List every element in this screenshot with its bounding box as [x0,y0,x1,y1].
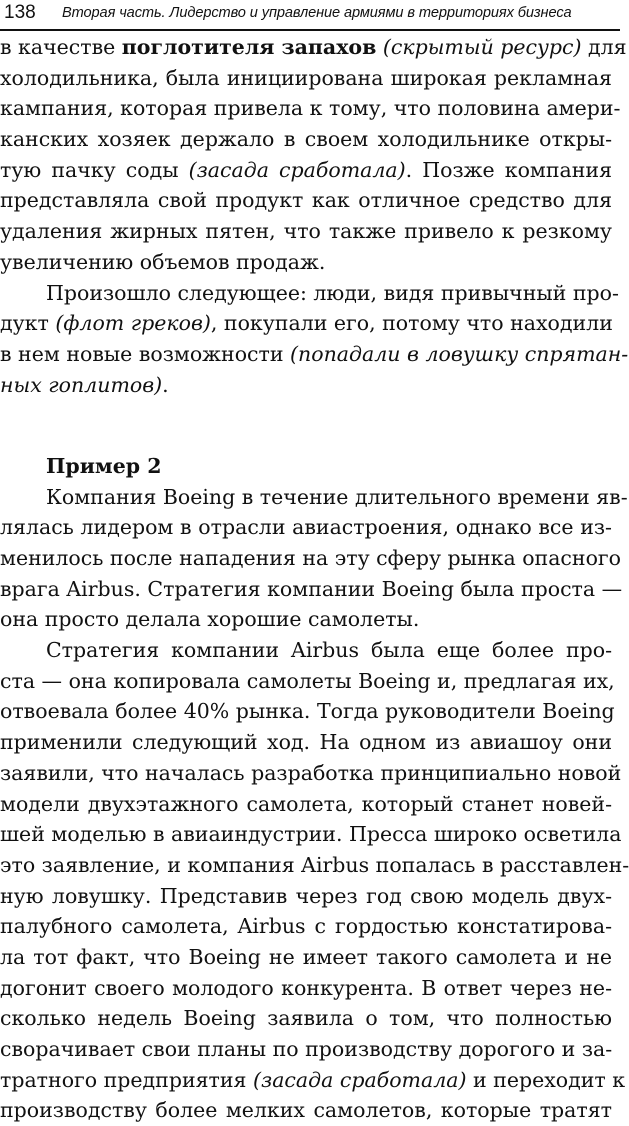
text-line: в нем новые возможности (попадали в ловушку спрятан- [0,341,629,366]
section-gap [0,431,612,451]
page-body [0,32,629,1126]
text-line: применили следующий ход. На одном из авиашоу они [0,730,612,755]
text-line: увеличению объемов продаж. [0,249,326,274]
text-line: тратного предприятия (засада сработала) и переходит к [0,1067,626,1092]
text-line: удаления жирных пятен, что также привело к резкому [0,219,612,244]
text-line: шей моделью в авиаиндустрии. Пресса широко осветила [0,822,622,847]
text-line: тую пачку соды (засада сработала). Позже компания [0,157,613,182]
text-line: модели двухэтажного самолета, который станет новей- [0,791,612,816]
text-line: менилось после нападения на эту сферу рынка опасного [0,546,621,570]
italic-note: (попадали в ловушку спрятан- [290,341,629,366]
running-header [0,0,620,30]
text-line: это заявление, и компания Airbus попалась в расставлен- [0,852,629,877]
header-rule [0,29,620,31]
text-line: лялась лидером в отрасли авиастроения, однако все из- [0,515,612,540]
text-line: ных гоплитов). [0,372,169,397]
text-line: палубного самолета, Airbus с гордостью констатирова- [0,914,612,939]
text-line: холодильника, была инициирована широкая рекламная [0,65,612,90]
running-title: Вторая часть. Лидерство и управление армиями в территориях бизнеса [62,5,572,21]
text-line: производству более мелких самолетов, которые тратят [0,1098,612,1123]
text-line: ла тот факт, что Boeing не имеет такого самолета и не [0,944,612,969]
text-line: канских хозяек держало в своем холодильнике откры- [0,127,612,152]
section-heading: Пример 2 [46,453,162,478]
text-line: врага Airbus. Стратегия компании Boeing была проста — [0,576,623,601]
text-line: сворачивает свои планы по производству дорогого и за- [0,1037,613,1061]
text-line: представляла свой продукт как отличное средство для [0,188,612,213]
text-line: дукт (флот греков), покупали его, потому что находили [0,311,613,336]
text-line: сколько недель Boeing заявила о том, что полностью [0,1006,612,1031]
text-line: ную ловушку. Представив через год свою модель двух- [0,883,612,908]
text-line: заявили, что началась разработка принципиально новой [0,760,622,785]
text-line: она просто делала хорошие самолеты. [0,607,420,632]
text-line: догонит своего молодого конкурента. В ответ через не- [0,975,612,1000]
text-line: Стратегия компании Airbus была еще более про- [46,638,612,663]
bold-term: поглотителя запахов [121,35,377,59]
text-line: кампания, которая привела к тому, что половина амери- [0,96,621,121]
italic-note: (засада сработала) [253,1067,467,1092]
text-line: Произошло следующее: люди, видя привычный про- [46,280,619,305]
blank-line [0,400,612,431]
text-line: ста — она копировала самолеты Boeing и, предлагая их, [0,668,615,693]
italic-note: ных гоплитов) [0,372,163,397]
text-line: отвоевала более 40% рынка. Тогда руководители Boeing [0,699,615,724]
italic-note: (флот греков) [55,311,211,336]
page-number: 138 [4,2,36,23]
text-line: в качестве поглотителя запахов (скрытый ресурс) для [0,35,627,59]
italic-note: (засада сработала) [188,157,406,182]
italic-note: (скрытый ресурс) [382,35,582,59]
text-line: Компания Boeing в течение длительного времени яв- [46,484,628,509]
